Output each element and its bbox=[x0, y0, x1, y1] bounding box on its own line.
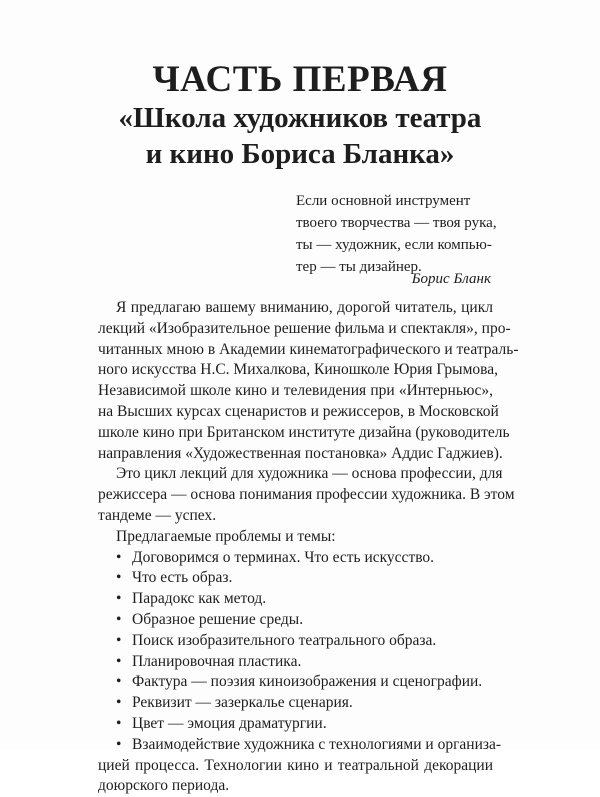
paragraph-2-line: тандеме — успех. bbox=[98, 506, 217, 524]
topic-item bbox=[98, 548, 493, 569]
topic-text: Взаимодействие художника с технологиями и организа- bbox=[132, 735, 502, 753]
topic-item-last-line bbox=[98, 735, 502, 756]
topic-text: Цвет — эмоция драматургии. bbox=[132, 714, 327, 732]
topic-text: Что есть образ. bbox=[132, 569, 233, 587]
topic-item bbox=[98, 589, 493, 610]
topic-item bbox=[98, 652, 493, 673]
paragraph-1-line: лекций «Изобразительное решение фильма и спектакля», про- bbox=[98, 319, 511, 337]
topic-item bbox=[98, 693, 493, 714]
paragraph-1-line: читанных мною в Академии кинематографического и театраль- bbox=[98, 340, 519, 358]
topic-item bbox=[98, 610, 493, 631]
topic-item bbox=[98, 568, 493, 589]
epigraph-line: ты — художник, если компью- bbox=[296, 237, 492, 253]
paragraph-2-line: Это цикл лекций для художника — основа профессии, для bbox=[116, 465, 503, 483]
paragraph-1-line: школе кино при Британском институте дизайна (руководитель bbox=[98, 423, 510, 441]
part-subtitle-line-2: и кино Бориса Бланка» bbox=[145, 138, 455, 170]
bullet-mark: • bbox=[116, 548, 122, 566]
paragraph-1-line: ного искусства Н.С. Михалкова, Киношколе Юрия Грымова, bbox=[98, 361, 498, 379]
bullet-mark: • bbox=[116, 673, 122, 691]
topic-text: Договоримся о терминах. Что есть искусство. bbox=[132, 548, 435, 566]
topic-item-last-line: доюрского периода. bbox=[98, 777, 230, 795]
topic-text: Фактура — поэзия киноизображения и сценографии. bbox=[132, 673, 483, 691]
paragraph-1-line: направления «Художественная постановка» Аддис Гаджиев). bbox=[98, 444, 503, 462]
bullet-mark: • bbox=[116, 610, 122, 628]
epigraph-line: Если основной инструмент bbox=[296, 193, 471, 209]
topic-item bbox=[98, 672, 493, 693]
epigraph-line: тер — ты дизайнер. bbox=[296, 259, 422, 275]
topic-item bbox=[98, 631, 493, 652]
bullet-mark: • bbox=[116, 735, 122, 753]
bullet-mark: • bbox=[116, 652, 122, 670]
epigraph-line: твоего творчества — твоя рука, bbox=[296, 215, 497, 231]
bullet-mark: • bbox=[116, 590, 122, 608]
topic-item bbox=[98, 714, 493, 735]
bullet-mark: • bbox=[116, 694, 122, 712]
topic-text: Образное решение среды. bbox=[132, 610, 304, 628]
topic-text: Планировочная пластика. bbox=[132, 652, 302, 670]
part-title: ЧАСТЬ ПЕРВАЯ bbox=[152, 59, 448, 100]
paragraph-2-line: режиссера — основа понимания профессии художника. В этом bbox=[98, 486, 515, 504]
bullet-mark: • bbox=[116, 569, 122, 587]
paragraph-1-line: Я предлагаю вашему вниманию, дорогой читатель, цикл bbox=[116, 299, 493, 316]
topic-text: Парадокс как метод. bbox=[132, 590, 267, 608]
bullet-mark: • bbox=[116, 714, 122, 732]
topic-text: Поиск изобразительного театрального образа. bbox=[132, 631, 437, 649]
topic-item-last-line: цией процесса. Технологии кино и театральной декорации bbox=[98, 756, 493, 774]
topics-intro: Предлагаемые проблемы и темы: bbox=[116, 527, 336, 545]
paragraph-1-line: на Высших курсах сценаристов и режиссеров, в Московской bbox=[98, 402, 499, 420]
paragraph-1-line: Независимой школе кино и телевидения при «Интерньюс», bbox=[98, 382, 493, 400]
topic-text: Реквизит — зазеркалье сценария. bbox=[132, 694, 353, 712]
part-subtitle-line-1: «Школа художников театра bbox=[118, 102, 482, 134]
epigraph bbox=[296, 190, 497, 278]
body-text bbox=[98, 298, 519, 797]
bullet-mark: • bbox=[116, 631, 122, 649]
epigraph-author: Борис Бланк bbox=[411, 271, 491, 287]
